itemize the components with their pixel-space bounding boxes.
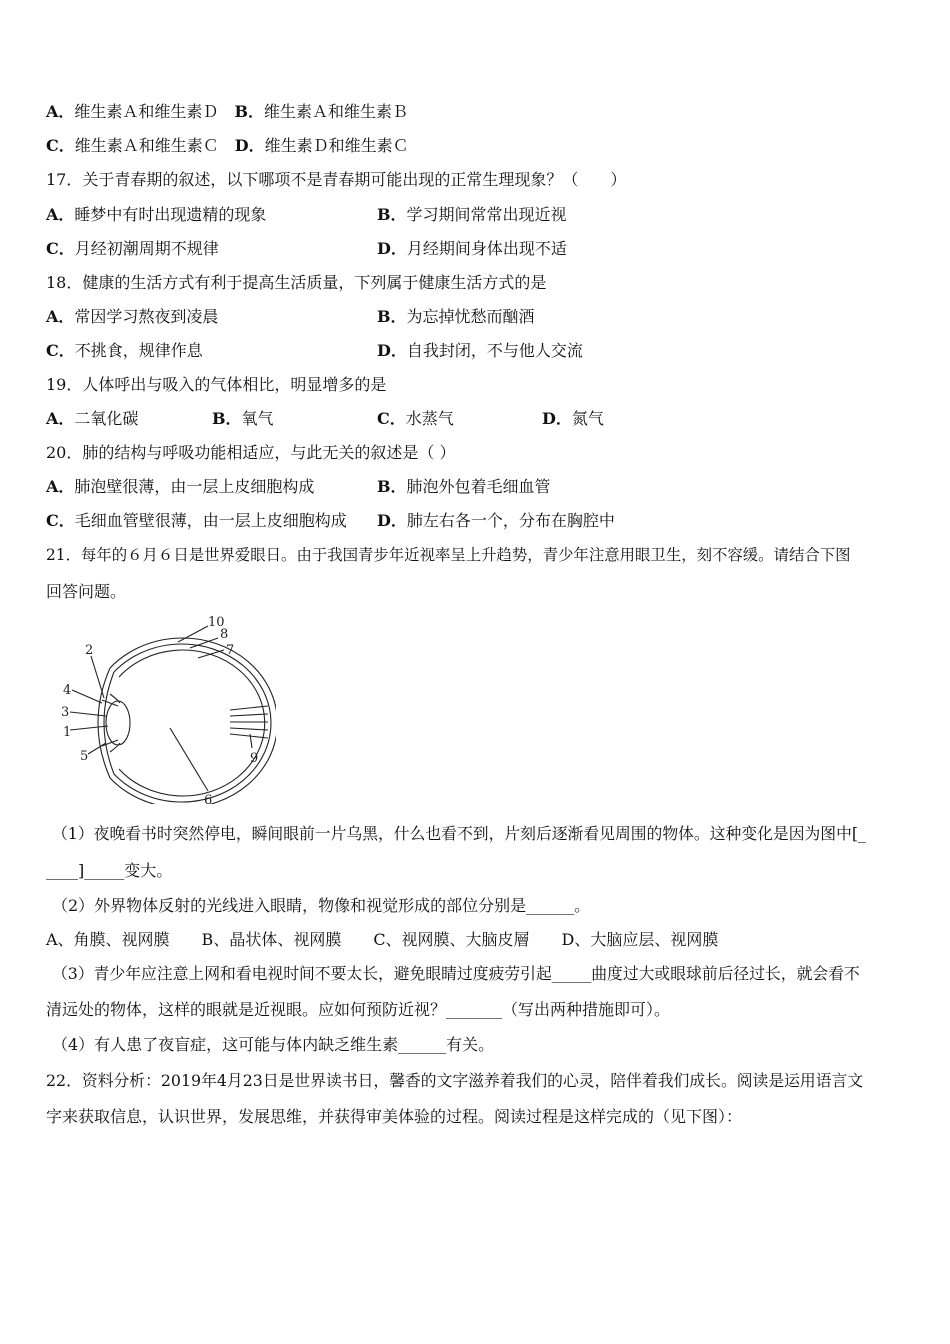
- q19-stem: 19．人体呼出与吸入的气体相比，明显增多的是: [46, 375, 387, 394]
- q21-stem-line2: 回答问题。: [46, 582, 127, 601]
- q17-option-d: D．月经期间身体出现不适: [377, 239, 567, 258]
- q21-part2-options: A、角膜、视网膜 B、晶状体、视网膜 C、视网膜、大脑皮層 D、大脑应层、视网膜: [46, 930, 719, 949]
- q16-options-row1: [46, 101, 408, 123]
- q16-option-b: 维生素Ａ和维生素Ｂ: [263, 102, 408, 121]
- q20-option-c: C．毛细血管壁很薄，由一层上皮细胞构成: [46, 511, 347, 530]
- q22-line2: 字来获取信息，认识世界，发展思维，并获得审美体验的过程。阅读过程是这样完成的（见下图）：: [46, 1107, 743, 1126]
- eye-label-9: 9: [250, 751, 259, 766]
- q17-option-c: C．月经初潮周期不规律: [46, 239, 219, 258]
- eye-label-7: 7: [226, 643, 235, 658]
- q16-option-a: 维生素Ａ和维生素Ｄ: [74, 102, 219, 121]
- eye-label-2: 2: [85, 643, 94, 658]
- q17-option-a: A．睡梦中有时出现遗精的现象: [46, 205, 267, 224]
- eye-label-4: 4: [63, 683, 72, 698]
- q16-options-row2: [46, 135, 409, 157]
- q21-part1-line1: （1）夜晚看书时突然停电，瞬间眼前一片乌黑，什么也看不到，片刻后逐渐看见周围的物体。这种变化是因为图中[_: [52, 824, 866, 843]
- q18-stem: 18．健康的生活方式有利于提高生活质量，下列属于健康生活方式的是: [46, 273, 547, 292]
- eye-label-10: 10: [208, 615, 225, 630]
- q16-option-b-key: B．: [234, 102, 264, 121]
- eye-label-3: 3: [61, 705, 70, 720]
- q19-option-a: A．二氧化碳: [46, 409, 139, 428]
- q19-option-d: D．氮气: [542, 409, 604, 428]
- q21-part1-line2: ____]_____变大。: [46, 861, 173, 880]
- q16-option-d-key: D．: [234, 136, 265, 155]
- eye-structure-diagram: [58, 608, 276, 804]
- q16-option-c: 维生素Ａ和维生素Ｃ: [74, 136, 219, 155]
- q16-option-c-key: C．: [46, 136, 75, 155]
- q21-part2: （2）外界物体反射的光线进入眼睛，物像和视觉形成的部位分别是______。: [52, 896, 591, 915]
- eye-label-6: 6: [204, 793, 213, 804]
- eye-label-1: 1: [63, 725, 72, 740]
- q20-option-d: D．肺左右各一个，分布在胸腔中: [377, 511, 615, 530]
- q16-option-a-key: A．: [46, 102, 75, 121]
- q20-option-a: A．肺泡壁很薄，由一层上皮细胞构成: [46, 477, 315, 496]
- q21-part4: （4）有人患了夜盲症，这可能与体内缺乏维生素______有关。: [52, 1035, 495, 1054]
- q17-stem: 17．关于青春期的叙述，以下哪项不是青春期可能出现的正常生理现象？（ ）: [46, 170, 627, 189]
- eye-label-8: 8: [220, 627, 229, 642]
- q22-line1: 22．资料分析：2019年4月23日是世界读书日，馨香的文字滋养着我们的心灵，陪伴着我们成长。阅读是运用语言文: [46, 1071, 864, 1090]
- q21-stem-line1: 21．每年的６月６日是世界爱眼日。由于我国青步年近视率呈上升趋势，青少年注意用眼卫生，刻不容缓。请结合下图: [46, 546, 851, 564]
- q21-part3-line1: （3）青少年应注意上网和看电视时间不要太长，避免眼睛过度疲劳引起_____曲度过大或眼球前后径过长，就会看不: [52, 964, 860, 983]
- q20-stem: 20．肺的结构与呼吸功能相适应，与此无关的叙述是（ ）: [46, 443, 456, 462]
- q19-option-c: C．水蒸气: [377, 409, 454, 428]
- q16-option-d: 维生素Ｄ和维生素Ｃ: [264, 136, 409, 155]
- q18-option-c: C．不挑食，规律作息: [46, 341, 203, 360]
- q17-option-b: B．学习期间常常出现近视: [377, 205, 567, 224]
- q20-option-b: B．肺泡外包着毛细血管: [377, 477, 551, 496]
- eye-label-5: 5: [80, 749, 89, 764]
- q19-option-b: B．氧气: [212, 409, 274, 428]
- q18-option-a: A．常因学习熬夜到凌晨: [46, 307, 219, 326]
- q18-option-b: B．为忘掉忧愁而酗酒: [377, 307, 535, 326]
- q21-part3-line2: 清远处的物体，这样的眼就是近视眼。应如何预防近视？_______（写出两种措施即可）。: [46, 1000, 671, 1019]
- q18-option-d: D．自我封闭，不与他人交流: [377, 341, 583, 360]
